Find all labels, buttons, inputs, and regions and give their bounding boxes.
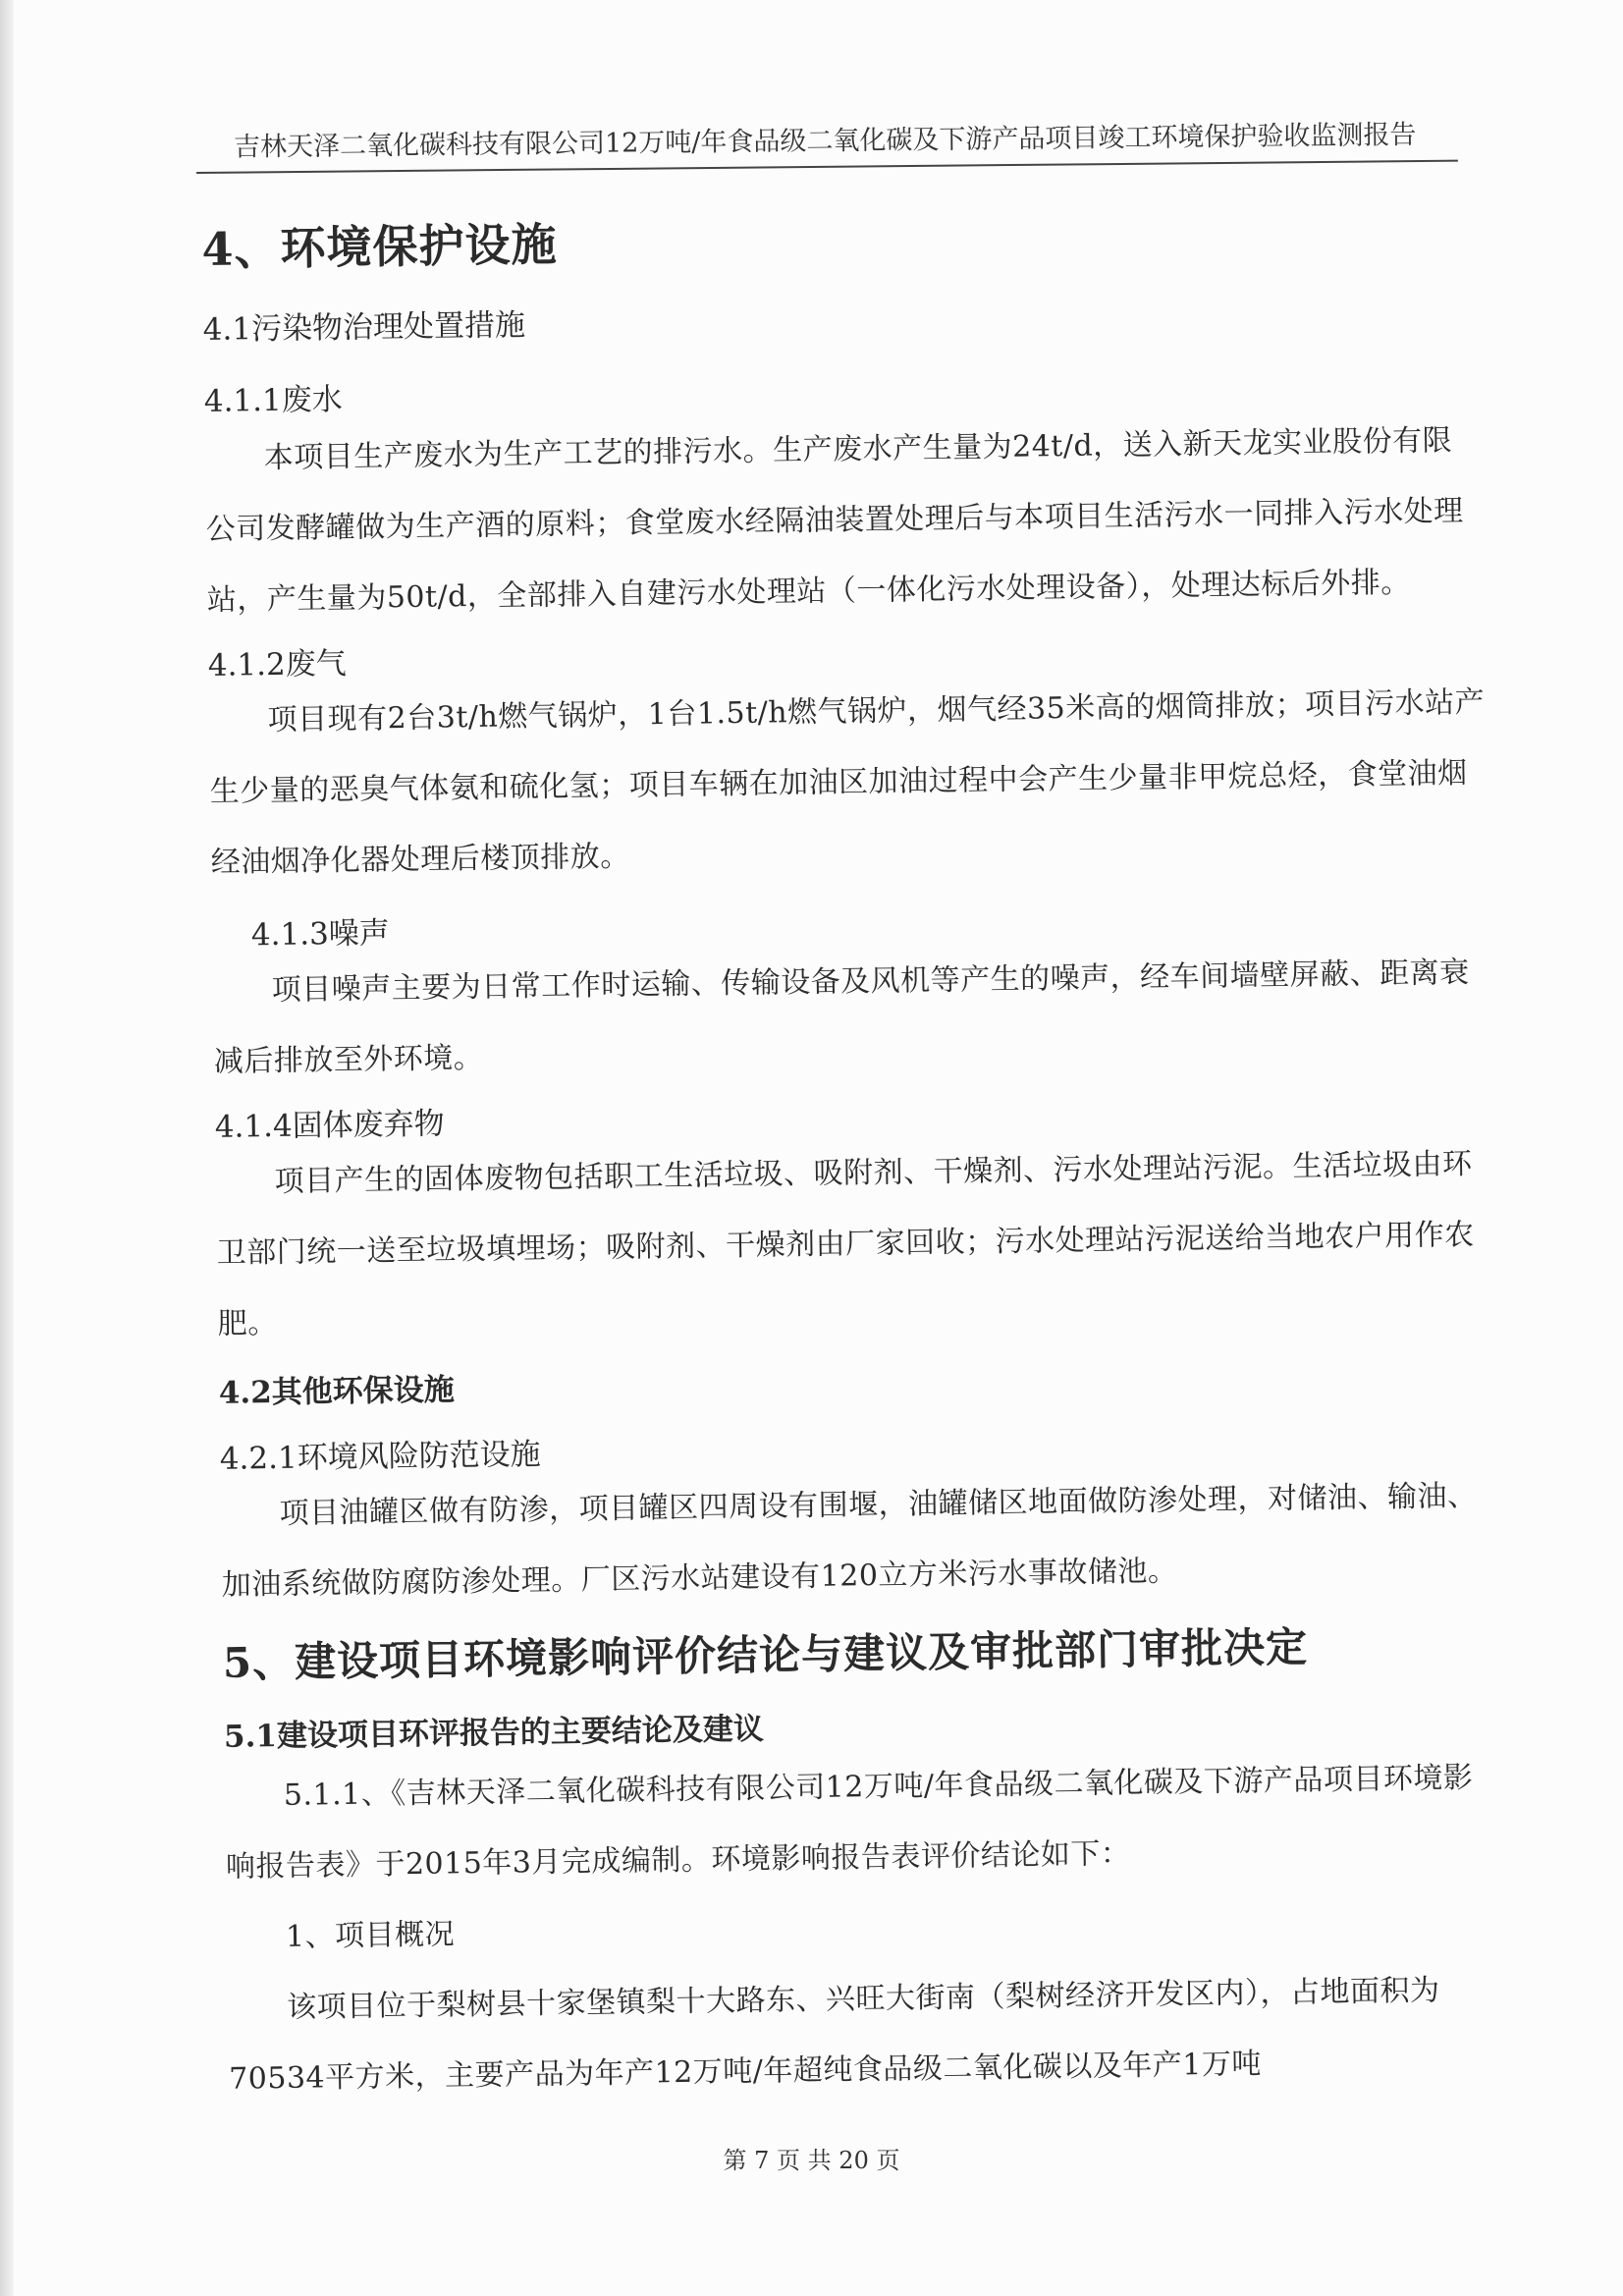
section-4-2-1-title: 4.2.1环境风险防范设施 <box>219 1437 541 1477</box>
page-content <box>201 195 1506 2115</box>
section-5-title: 5、建设项目环境影响评价结论与建议及审批部门审批决定 <box>222 1622 1309 1687</box>
item-1-text: 该项目位于梨树县十家堡镇梨十大路东、兴旺大街南（梨树经济开发区内），占地面积为70534平方米，主要产品为年产12万吨/年超纯食品级二氧化碳以及年产1万吨 <box>228 1973 1440 2097</box>
section-4-1-title: 4.1污染物治理处置措施 <box>202 307 526 348</box>
section-4-1-2-title: 4.1.2废气 <box>207 645 347 683</box>
item-1-title: 1、项目概况 <box>285 1917 456 1954</box>
section-4-1-1-title: 4.1.1废水 <box>203 381 343 419</box>
page-number: 第 7 页 共 20 页 <box>723 2147 900 2174</box>
section-4-1-4-text: 项目产生的固体废物包括职工生活垃圾、吸附剂、干燥剂、污水处理站污泥。生活垃圾由环卫部门统一送至垃圾填埋场；吸附剂、干燥剂由厂家回收；污水处理站污泥送给当地农户用作农肥。 <box>216 1146 1475 1341</box>
section-4-1-1-text: 本项目生产废水为生产工艺的排污水。生产废水产生量为24t/d，送入新天龙实业股份有限公司发酵罐做为生产酒的原料；食堂废水经隔油装置处理后与本项目生活污水一同排入污水处理站，产生量为50t/d，全部排入自建污水处理站（一体化污水处理设备），处理达标后外排。 <box>205 423 1464 618</box>
section-4-1-3-text: 项目噪声主要为日常工作时运输、传输设备及风机等产生的噪声，经车间墙壁屏蔽、距离衰减后排放至外环境。 <box>213 955 1470 1079</box>
section-4-2-1-text: 项目油罐区做有防渗，项目罐区四周设有围堰，油罐储区地面做防渗处理，对储油、输油、加油系统做防腐防渗处理。厂区污水站建设有120立方米污水事故储池。 <box>221 1478 1478 1603</box>
section-4-1-3-title: 4.1.3噪声 <box>250 915 391 954</box>
section-4-2-title: 4.2其他环保设施 <box>218 1372 455 1411</box>
section-5-1-1-text: 5.1.1、《吉林天泽二氧化碳科技有限公司12万吨/年食品级二氧化碳及下游产品项目环境影响报告表》于2015年3月完成编制。环境影响报告表评价结论如下： <box>225 1760 1474 1885</box>
section-5-1-title: 5.1建设项目环评报告的主要结论及建议 <box>223 1711 765 1755</box>
report-header: 吉林天泽二氧化碳科技有限公司12万吨/年食品级二氧化碳及下游产品项目竣工环境保护验收监测报告 <box>233 119 1417 163</box>
section-4-1-2-text: 项目现有2台3t/h燃气锅炉，1台1.5t/h燃气锅炉，烟气经35米高的烟筒排放；项目污水站产生少量的恶臭气体氨和硫化氢；项目车辆在加油区加油过程中会产生少量非甲烷总烃，食堂油烟经油烟净化器处理后楼顶排放。 <box>209 684 1486 880</box>
section-4-title: 4、环境保护设施 <box>201 217 558 276</box>
section-4-1-4-title: 4.1.4固体废弃物 <box>214 1106 445 1145</box>
